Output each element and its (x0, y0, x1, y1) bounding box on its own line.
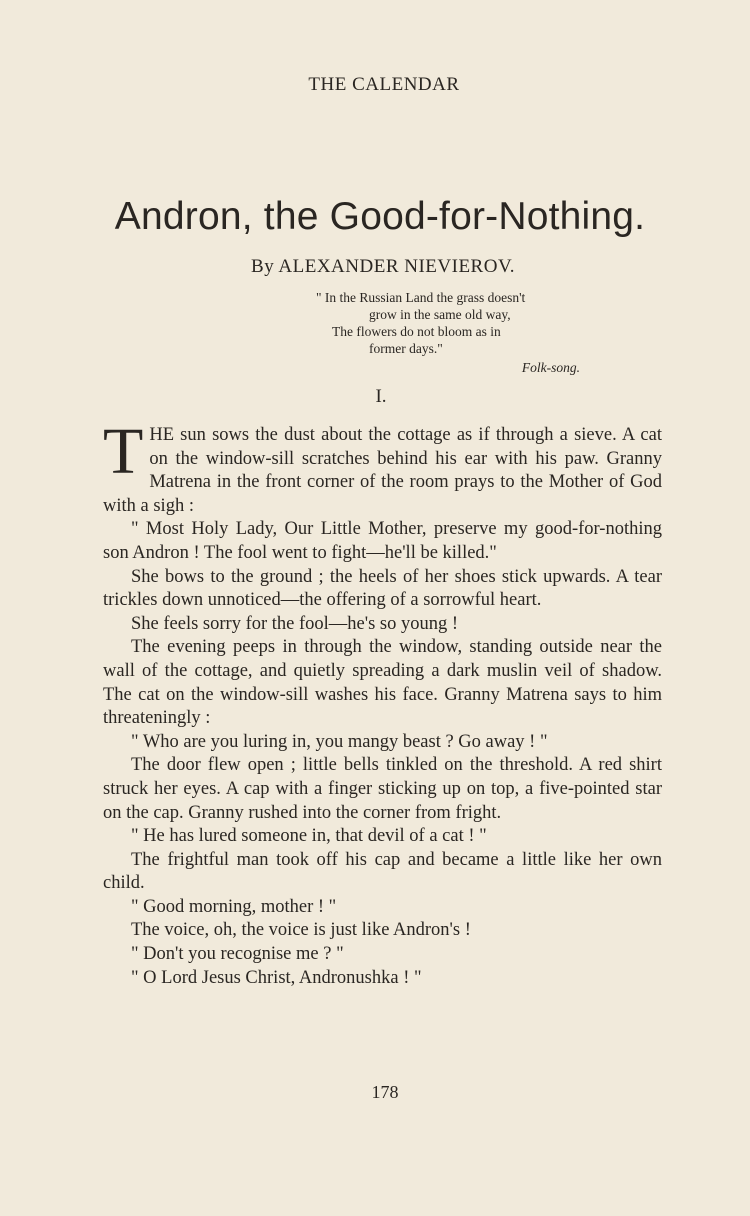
epigraph-line: The flowers do not bloom as in (332, 324, 501, 339)
byline: By ALEXANDER NIEVIEROV. (251, 256, 515, 277)
epigraph-line: grow in the same old way, (369, 307, 511, 322)
epigraph-attribution: Folk-song. (521, 360, 580, 375)
paragraph: The voice, oh, the voice is just like Andron's ! (131, 920, 471, 941)
paragraph: " He has lured someone in, that devil of a cat ! " (131, 826, 487, 847)
article-title: Andron, the Good-for-Nothing. (114, 195, 646, 238)
epigraph-line: former days." (369, 341, 443, 356)
drop-cap: T (103, 415, 144, 488)
body-text (103, 415, 662, 990)
epigraph-line: " In the Russian Land the grass doesn't (316, 290, 526, 305)
paragraph: " O Lord Jesus Christ, Andronushka ! " (131, 967, 422, 988)
running-head: THE CALENDAR (308, 74, 460, 95)
page-number: 178 (371, 1082, 399, 1102)
paragraph: The door flew open ; little bells tinkled on the threshold. A red shirt struck her eyes. A cap with a finger sticking up on top, a five-pointed star on the cap. Granny rushed into the corner from fright. (103, 755, 662, 823)
epigraph (316, 289, 616, 376)
paragraph: The frightful man took off his cap and became a little like her own child. (103, 849, 662, 894)
paragraph: " Don't you recognise me ? " (131, 944, 344, 965)
paragraph: " Most Holy Lady, Our Little Mother, preserve my good-for-nothing son Andron ! The fool went to fight—he'll be killed." (103, 519, 662, 563)
paragraph: She feels sorry for the fool—he's so young ! (131, 613, 459, 634)
paragraph: The evening peeps in through the window, standing outside near the wall of the cottage, and quietly spreading a dark muslin veil of shadow. The cat on the window-sill washes his face. Granny Matrena says to him threateningly : (103, 637, 662, 729)
paragraph: " Who are you luring in, you mangy beast ? Go away ! " (131, 731, 548, 752)
paragraph: " Good morning, mother ! " (131, 896, 337, 917)
section-number: I. (375, 386, 387, 407)
paragraph: She bows to the ground ; the heels of her shoes stick upwards. A tear trickles down unnoticed—the offering of a sorrowful heart. (103, 566, 662, 611)
paragraph: THE sun sows the dust about the cottage as if through a sieve. A cat on the window-sill scratches behind his ear with his paw. Granny Matrena in the front corner of the room prays to the Mother of God with a sigh : (103, 415, 662, 516)
